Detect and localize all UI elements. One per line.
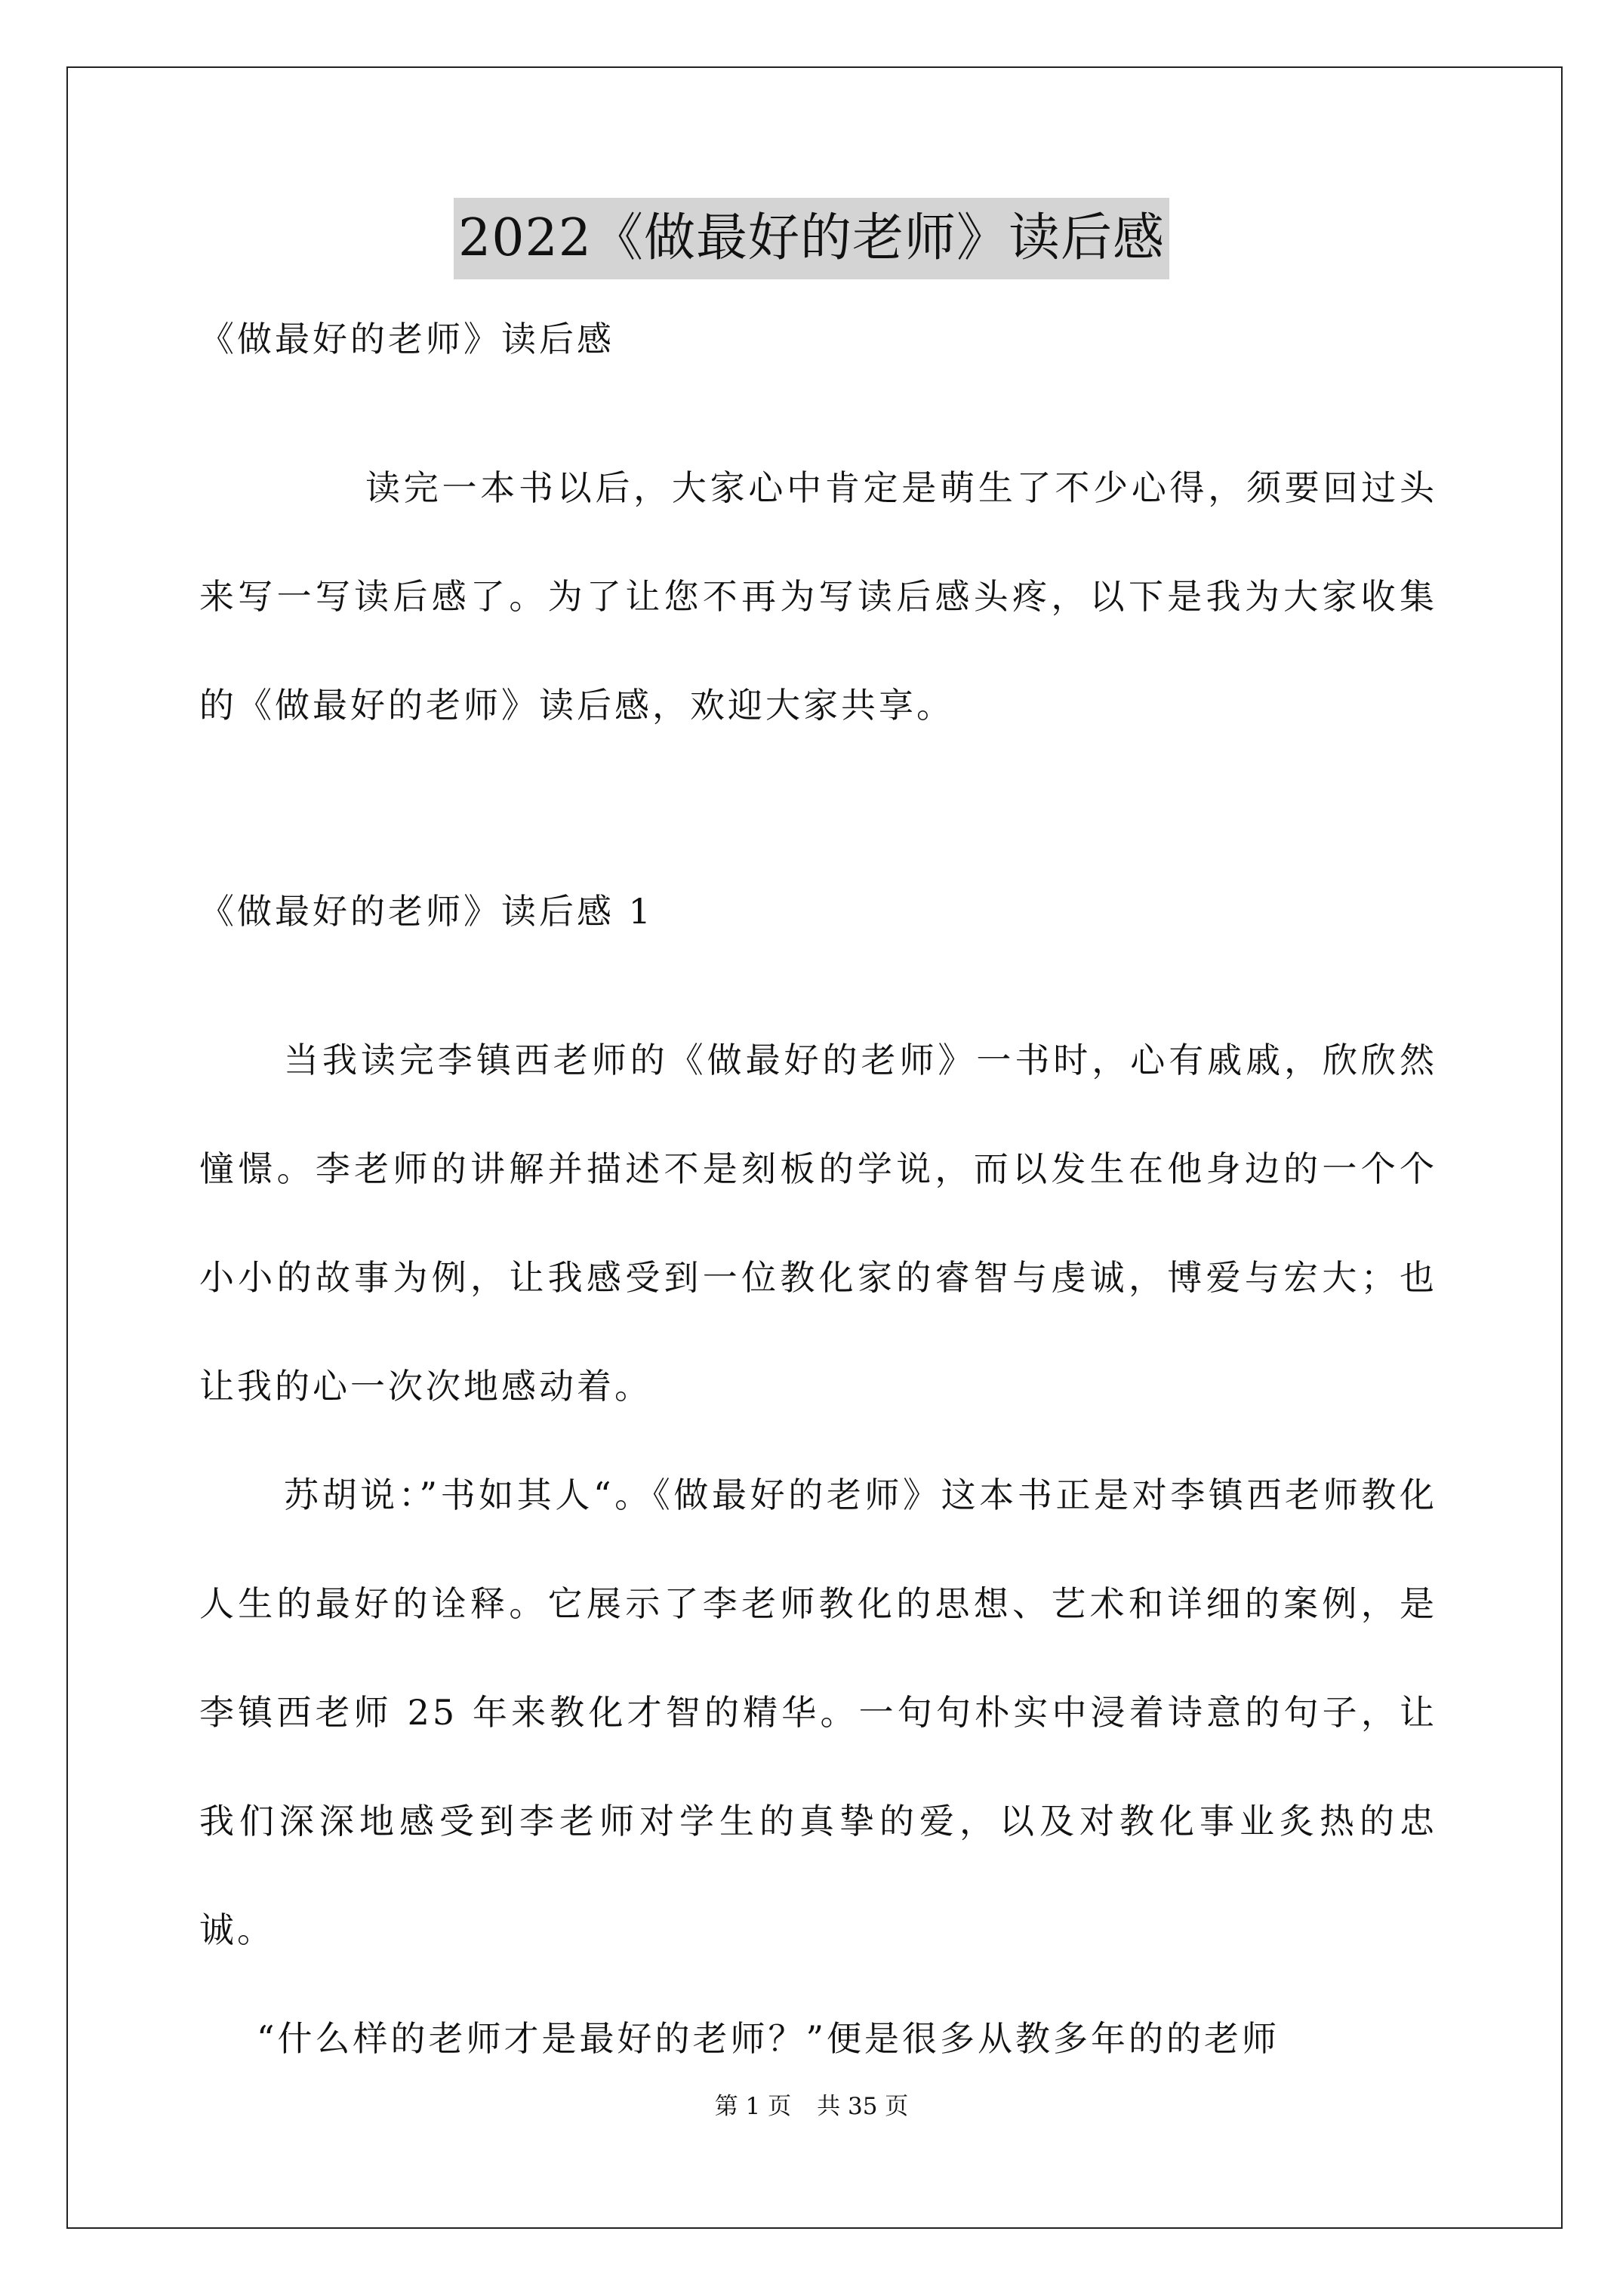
document-title: 2022《做最好的老师》读后感 [454,198,1169,279]
intro-paragraph: 读完一本书以后，大家心中肯定是萌生了不少心得，须要回过头来写一写读后感了。为了让您不再为写读后感头疼，以下是我为大家收集的《做最好的老师》读后感，欢迎大家共享。 [199,467,1437,726]
body-paragraph: “什么样的老师才是最好的老师？”便是很多从教多年的的老师 [257,2018,1280,2059]
body-block [199,1006,1437,2093]
intro-block [199,433,1437,760]
document-subtitle: 《做最好的老师》读后感 [199,319,614,359]
body-paragraph: 当我读完李镇西老师的《做最好的老师》一书时，心有戚戚，欣欣然憧憬。李老师的讲解并描述不是刻板的学说，而以发生在他身边的一个个小小的故事为例，让我感受到一位教化家的睿智与虔诚，博爱与宏大；也让我的心一次次地感动着。 [199,1040,1437,1407]
total-pages: 共 35 页 [817,2093,909,2120]
title-container [0,198,1623,279]
page-number: 第 1 页 [714,2093,792,2120]
page-footer [0,2091,1623,2122]
document-subtitle-block [199,315,1437,363]
section-heading-block [199,887,1437,935]
body-paragraph: 苏胡说：”书如其人“。《做最好的老师》这本书正是对李镇西老师教化人生的最好的诠释。它展示了李老师教化的思想、艺术和详细的案例，是李镇西老师 25 年来教化才智的精华。一句句朴实中浸着诗意的句子，让我们深深地感受到李老师对学生的真挚的爱，以及对教化事业炙热的忠诚。 [199,1475,1437,1950]
section-heading: 《做最好的老师》读后感 1 [199,891,654,932]
